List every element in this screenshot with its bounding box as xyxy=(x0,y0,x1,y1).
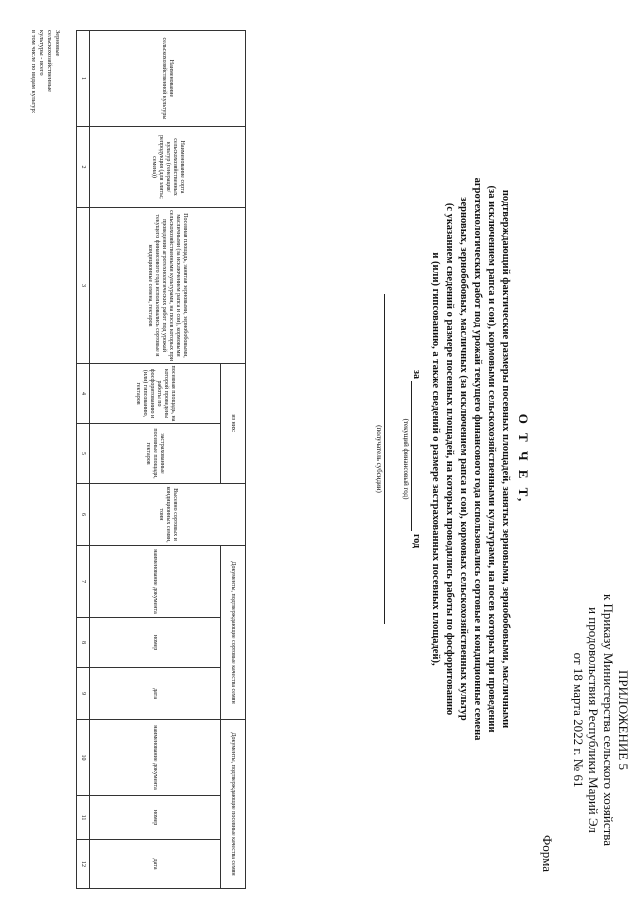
column-number: 4 xyxy=(77,364,90,424)
column-number: 7 xyxy=(77,546,90,618)
header-doc-number: номер xyxy=(90,618,221,668)
period-suffix: год xyxy=(411,533,422,549)
column-number: 10 xyxy=(77,720,90,796)
header-doc-date: дата xyxy=(90,668,221,720)
header-crop-name: Наименование сельскохозяйственной культуры xyxy=(90,31,246,127)
period-caption: (текущий финансовый год) xyxy=(402,418,410,500)
column-number: 2 xyxy=(77,127,90,208)
header-seeds-sown: Высеяно сортовых и кондиционных семян, тонн xyxy=(90,484,246,546)
header-doc-number: номер xyxy=(90,796,221,840)
column-number: 3 xyxy=(77,208,90,364)
form-label: Форма xyxy=(540,835,555,872)
row-label: в том числе по видам культур: xyxy=(30,30,37,114)
header-doc-name: наименование документа xyxy=(90,546,221,618)
column-number: 8 xyxy=(77,618,90,668)
report-subtitle-line: (за исключением рапса и сои), кормовыми сельскохозяйственными культурами, на посев которых при проведении xyxy=(486,185,497,733)
row-label: сельскохозяйственные xyxy=(46,30,53,92)
report-subtitle-line: (с указанием сведений о размере посевных площадей, на которых проводились работы по фосфоритованию xyxy=(444,202,455,716)
appendix-date: от 18 марта 2022 г. № 61 xyxy=(571,652,586,788)
row-label: культуры - всего xyxy=(38,30,45,76)
column-number: 6 xyxy=(77,484,90,546)
header-docs-variety: Документы, подтверждающие сортовые качества семян xyxy=(221,546,246,720)
header-variety: Наименование сорта сельскохозяйственных культур (генерация/ репродукция (для элиты; семена)) xyxy=(90,127,246,208)
appendix-block xyxy=(571,560,631,880)
period-line xyxy=(402,30,422,888)
header-doc-date: дата xyxy=(90,840,221,889)
column-number: 12 xyxy=(77,840,90,889)
appendix-line: и продовольствия Республики Марий Эл xyxy=(586,607,601,833)
report-subtitle-line: зерновых, зернобобовых, масличных (за исключением рапса и сои), кормовых сельскохозяйственных культур xyxy=(458,197,469,721)
column-number: 5 xyxy=(77,424,90,484)
period-blank xyxy=(411,381,422,531)
header-phosphorite-area: посевная площадь, на которой проведены работы по фосфоритованию и (или) гипсованию, гектаров xyxy=(90,364,221,424)
header-doc-name: наименование документа xyxy=(90,720,221,796)
column-number: 9 xyxy=(77,668,90,720)
header-of-them: из них: xyxy=(221,364,246,484)
report-title: О Т Ч Е Т, xyxy=(516,413,531,505)
row-label: Зерновые xyxy=(54,30,61,57)
column-number: 1 xyxy=(77,31,90,127)
header-docs-sowing: Документы, подтверждающие посевные качества семян xyxy=(221,720,246,889)
table-row-labels xyxy=(29,30,61,250)
column-number: 11 xyxy=(77,796,90,840)
header-sown-area: Посевная площадь, занятая зерновыми, зернобобовыми, масличными (за исключением рапса и сои), кормовыми сельскохозяйственными культурами, на посев которых при проведении агротехнологических работ под урожай текущего финансового года использовались сортовые и кондиционные семена, гектаров xyxy=(90,208,246,364)
report-title-block xyxy=(375,30,531,888)
report-subtitle-line: и (или) гипсованию, а также сведений о размере застрахованных посевных площадей), xyxy=(430,252,441,666)
report-subtitle-line: агротехнологических работ под урожай текущего финансового года использовались сортовые и кондиционные семена xyxy=(472,177,483,741)
appendix-title: ПРИЛОЖЕНИЕ 5 xyxy=(616,670,631,770)
recipient-blank xyxy=(384,294,395,624)
recipient-caption: (получатель субсидии) xyxy=(375,425,383,493)
period-prefix: за xyxy=(411,369,422,379)
appendix-line: к Приказу Министерства сельского хозяйства xyxy=(601,593,616,847)
report-table xyxy=(76,30,246,889)
report-subtitle-line: подтверждающий фактические размеры посевных площадей, занятых зерновыми, зернобобовыми, масличными xyxy=(500,189,511,729)
header-insured-area: застрахованные посевные площади, гектаров xyxy=(90,424,221,484)
